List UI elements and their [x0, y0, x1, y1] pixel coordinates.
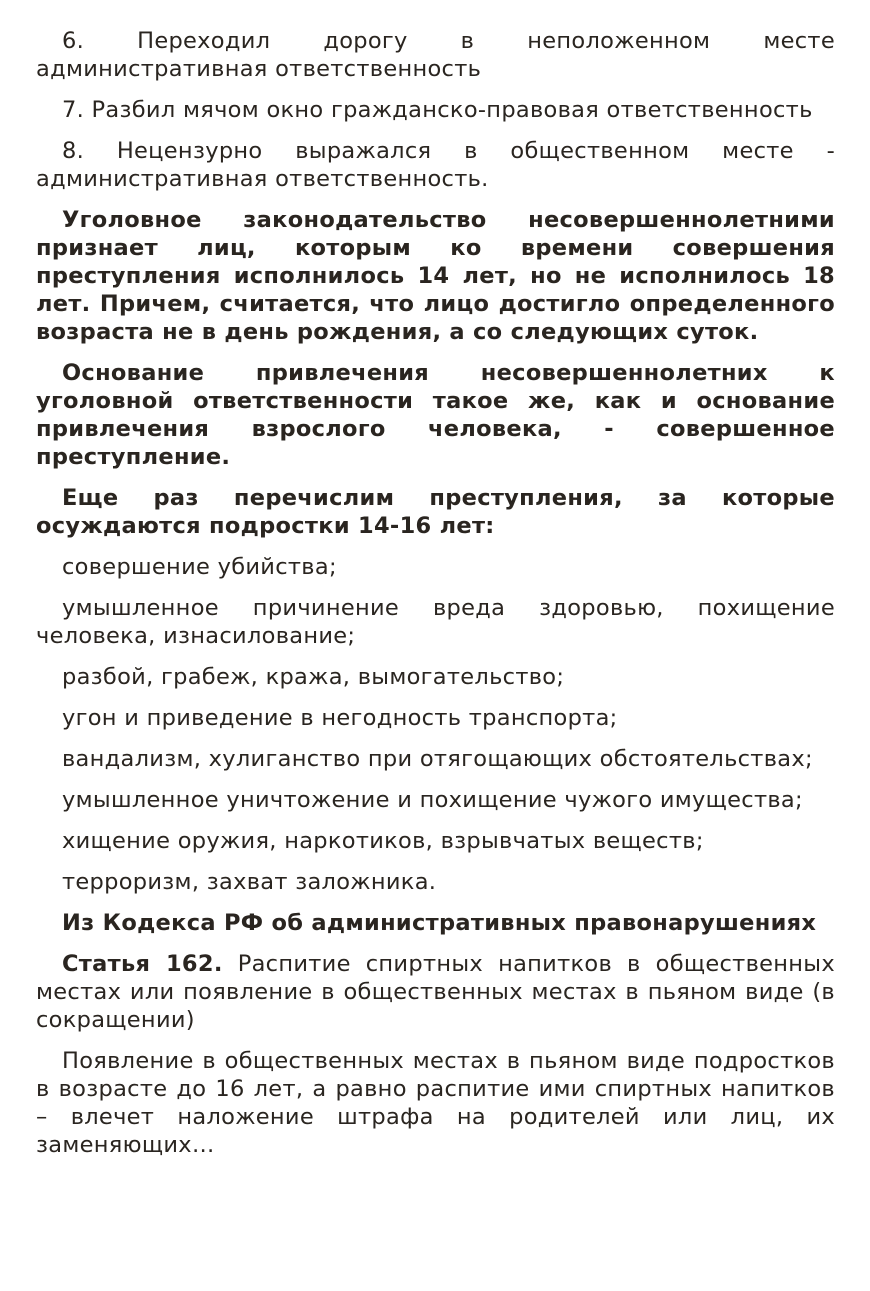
paragraph-item-7: 7. Разбил мячом окно гражданско-правовая ответственность [62, 97, 813, 123]
koap-heading: Из Кодекса РФ об административных правонарушениях [62, 910, 817, 936]
article-162-paragraph [36, 950, 835, 1034]
crime-list-item: вандализм, хулиганство при отягощающих обстоятельствах; [62, 746, 813, 772]
closing-paragraph: Появление в общественных местах в пьяном виде подростков в возрасте до 16 лет, а равно распитие ими спиртных напитков – влечет наложение штрафа на родителей или лиц, их заменяющих… [36, 1048, 835, 1158]
article-label: Статья 162. [62, 951, 223, 977]
crime-list-item: разбой, грабеж, кража, вымогательство; [62, 664, 565, 690]
crime-list-item: хищение оружия, наркотиков, взрывчатых веществ; [62, 828, 704, 854]
crime-list-item: умышленное причинение вреда здоровью, похищение человека, изнасилование; [36, 595, 835, 649]
crime-list-item: угон и приведение в негодность транспорта; [62, 705, 618, 731]
crime-list-intro: Еще раз перечислим преступления, за которые осуждаются подростки 14-16 лет: [36, 485, 835, 539]
paragraph-item-6: 6. Переходил дорогу в неположенном месте административная ответственность [36, 28, 835, 82]
crime-list-item: терроризм, захват заложника. [62, 869, 437, 895]
liability-basis-paragraph: Основание привлечения несовершеннолетних к уголовной ответственности такое же, как и основание привлечения взрослого человека, - совершенное преступление. [36, 360, 835, 470]
criminal-age-paragraph: Уголовное законодательство несовершеннолетними признает лиц, которым ко времени совершения преступления исполнилось 14 лет, но не исполнилось 18 лет. Причем, считается, что лицо достигло определенного возраста не в день рождения, а со следующих суток. [36, 207, 835, 345]
paragraph-item-8: 8. Нецензурно выражался в общественном месте - административная ответственность. [36, 138, 835, 192]
crime-list-item: умышленное уничтожение и похищение чужого имущества; [62, 787, 803, 813]
crime-list-item: совершение убийства; [62, 554, 337, 580]
article-text: Распитие спиртных напитков в общественных местах или появление в общественных местах в пьяном виде (в сокращении) [36, 951, 835, 1033]
